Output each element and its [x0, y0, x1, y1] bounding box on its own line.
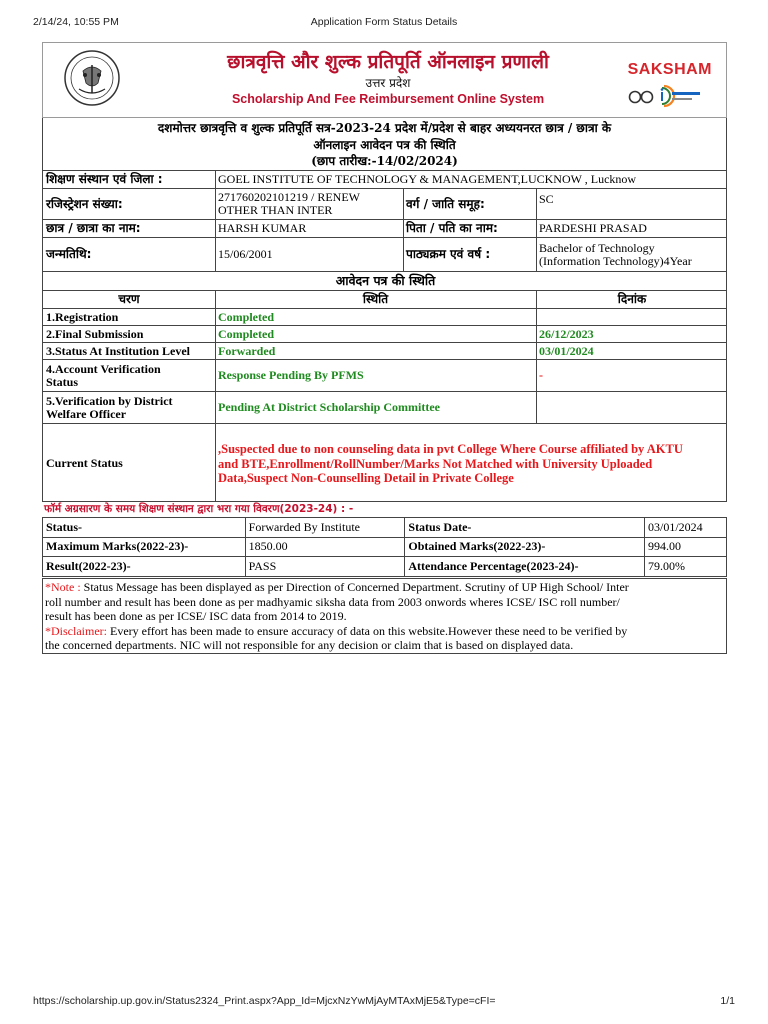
page-number: 1/1: [720, 995, 735, 1007]
current-status-line2: and BTE,Enrollment/RollNumber/Marks Not Matched with University Uploaded: [218, 456, 653, 471]
print-date: (छाप तारीख:-14/02/2024): [311, 154, 458, 168]
disclaimer-prefix: *Disclaimer:: [45, 623, 107, 638]
note-line2: roll number and result has been done as per madhyamic siksha data from 2003 onwords wheres ICSE/ ISC roll number/: [45, 594, 620, 609]
note-line3: result has been done as per ICSE/ ISC data from 2014 to 2019.: [45, 609, 347, 623]
attendance-value: 79.00%: [645, 557, 727, 577]
status-registration: Completed: [218, 309, 274, 324]
category-value: SC: [539, 191, 554, 206]
banner-hindi-title: छात्रवृत्ति और शुल्क प्रतिपूर्ति ऑनलाइन प्रणाली: [227, 51, 549, 73]
current-status-label: Current Status: [46, 455, 123, 470]
saksham-logo: SAKSHAM: [627, 61, 712, 78]
date-final-submission: 26/12/2023: [539, 326, 594, 341]
form-title-line1: दशमोत्तर छात्रवृत्ति व शुल्क प्रतिपूर्ति सत्र-2023-24 प्रदेश में/प्रदेश से बाहर अध्ययनरत छात्र / छात्रा के: [157, 121, 612, 135]
registration-type: OTHER THAN INTER: [218, 203, 333, 217]
form-title-block: [43, 118, 726, 170]
status-label: Status-: [43, 518, 246, 538]
course-value: [536, 238, 728, 271]
notes-box: [42, 578, 727, 654]
status-date-value: 03/01/2024: [645, 518, 727, 538]
note-text-1: Status Message has been displayed as per Direction of Concerned Department. Scrutiny of UP High School/ Inter: [80, 580, 629, 594]
table-row: [43, 518, 727, 538]
date-district-verification: [536, 392, 728, 423]
stage-registration: 1.Registration: [46, 309, 119, 324]
status-account-verification: Response Pending By PFMS: [218, 368, 364, 382]
banner-english-title: Scholarship And Fee Reimbursement Online System: [231, 92, 545, 106]
stage-account-verification: [43, 360, 215, 391]
col-stage-header: चरण: [118, 292, 140, 306]
date-institution-level: 03/01/2024: [539, 343, 594, 358]
col-date-header: दिनांक: [617, 292, 647, 306]
status-district-verification: Pending At District Scholarship Committee: [218, 400, 440, 414]
digital-india-icon: [656, 83, 704, 109]
site-banner: [42, 42, 727, 118]
attendance-label: Attendance Percentage(2023-24)-: [405, 557, 645, 577]
father-name-value: PARDESHI PRASAD: [539, 221, 647, 235]
registration-number: 271760202101219 / RENEW: [218, 190, 360, 204]
result-label: Result(2022-23)-: [43, 557, 246, 577]
dob-value: 15/06/2001: [218, 247, 273, 261]
gandhi-spectacles-icon: [628, 85, 654, 107]
max-marks-value: 1850.00: [245, 537, 405, 557]
category-label: वर्ग / जाति समूह:: [406, 196, 485, 211]
student-name-value: HARSH KUMAR: [218, 221, 307, 235]
table-row: [43, 557, 727, 577]
course-branch: (Information Technology)4Year: [539, 253, 692, 268]
registration-label: रजिस्ट्रेशन संख्या:: [46, 196, 123, 211]
institution-label: शिक्षण संस्थान एवं जिला :: [46, 172, 163, 186]
result-value: PASS: [245, 557, 405, 577]
form-title-line2: ऑनलाइन आवेदन पत्र की स्थिति: [313, 137, 456, 152]
stage-account-verification-line1: 4.Account Verification: [46, 361, 161, 376]
stage-final-submission: 2.Final Submission: [46, 326, 144, 341]
stage-district-verification-line2: Welfare Officer: [46, 406, 127, 421]
status-final-submission: Completed: [218, 326, 274, 341]
status-date-label: Status Date-: [405, 518, 645, 538]
stage-account-verification-line2: Status: [46, 374, 79, 389]
disclaimer-line2: the concerned departments. NIC will not responsible for any decision or claim that is based on displayed data.: [45, 638, 574, 652]
father-name-label: पिता / पति का नाम:: [406, 221, 498, 235]
status-value: Forwarded By Institute: [245, 518, 405, 538]
course-name: Bachelor of Technology: [539, 240, 655, 255]
note-prefix: *Note :: [45, 580, 81, 594]
table-row: [43, 537, 727, 557]
disclaimer-line1: [45, 624, 724, 639]
registration-value: [215, 189, 403, 219]
current-status-line3: Data,Suspect Non-Counselling Detail in Private College: [218, 471, 514, 486]
status-frame: [42, 118, 727, 502]
student-name-label: छात्र / छात्रा का नाम:: [46, 221, 141, 235]
stage-district-verification-line1: 5.Verification by District: [46, 393, 173, 408]
page-url-link[interactable]: https://scholarship.up.gov.in/Status2324_Print.aspx?App_Id=MjcxNzYwMjAyMTAxMjE5&Type=cFI=: [33, 995, 496, 1007]
disclaimer-text-1: Every effort has been made to ensure accuracy of data on this website.However these need to be verified by: [106, 623, 628, 638]
dob-label: जन्मतिथि:: [46, 247, 92, 261]
course-label: पाठ्यक्रम एवं वर्ष :: [406, 247, 491, 261]
stage-institution-level: 3.Status At Institution Level: [46, 343, 191, 358]
max-marks-label: Maximum Marks(2022-23)-: [43, 537, 246, 557]
note-line1: [45, 580, 724, 595]
institution-details-table: [42, 517, 727, 577]
obtained-marks-value: 994.00: [645, 537, 727, 557]
col-status-header: स्थिति: [362, 292, 389, 306]
print-page-title: Application Form Status Details: [310, 16, 458, 28]
status-section-heading: आवेदन पत्र की स्थिति: [335, 273, 436, 288]
up-state-emblem-icon: [63, 49, 121, 107]
date-account-verification: -: [539, 368, 543, 382]
print-footer: [33, 995, 735, 1009]
institution-value: GOEL INSTITUTE OF TECHNOLOGY & MANAGEMENT,LUCKNOW , Lucknow: [218, 172, 637, 186]
date-registration: [536, 309, 728, 325]
banner-state-name: उत्तर प्रदेश: [365, 76, 411, 90]
stage-district-verification: [43, 392, 215, 423]
current-status-value: [215, 424, 728, 502]
print-timestamp: 2/14/24, 10:55 PM: [33, 16, 119, 28]
status-institution-level: Forwarded: [218, 343, 276, 358]
current-status-line1: ,Suspected due to non counseling data in pvt College Where Course affiliated by AKTU: [218, 442, 683, 457]
obtained-marks-label: Obtained Marks(2022-23)-: [405, 537, 645, 557]
banner-titles: [153, 49, 623, 107]
print-header: [33, 16, 735, 30]
institution-details-heading: फॉर्म अग्रसारण के समय शिक्षण संस्थान द्वारा भरा गया विवरण(2023-24) : -: [44, 503, 354, 515]
